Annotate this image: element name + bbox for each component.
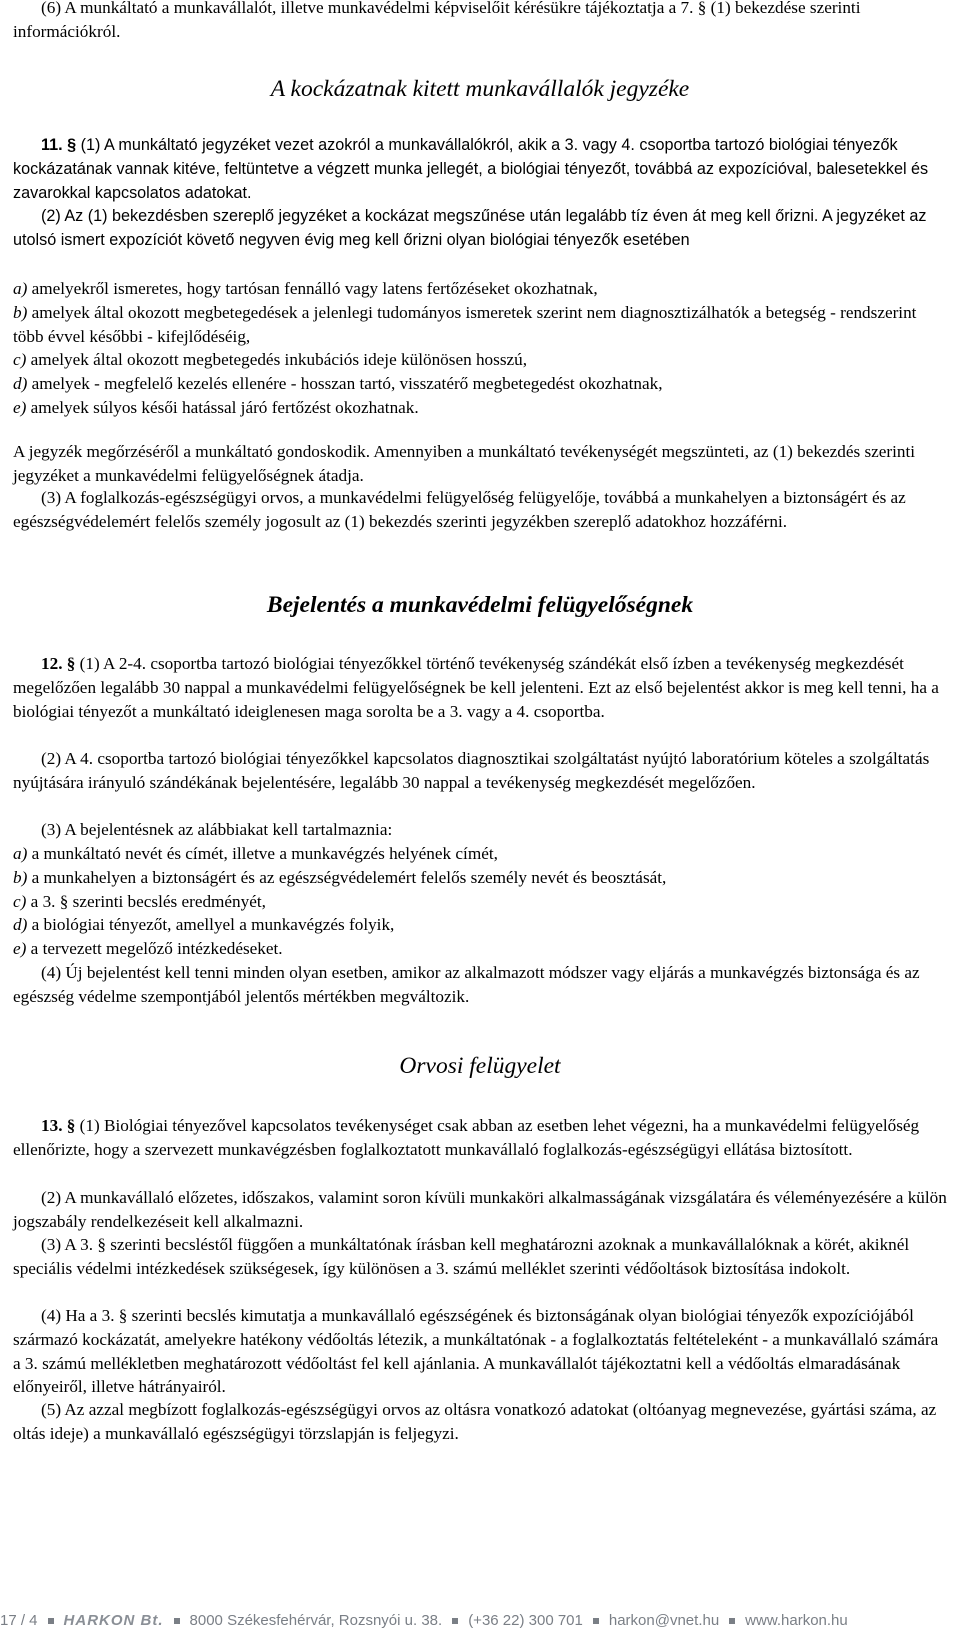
section-13-paragraph-1: 13. § (1) Biológiai tényezővel kapcsolatos tevékenységet csak abban az esetben lehet végezni, ha a munkavédelmi felügyelőség ellenőrizte, hogy a szervezett munkavégzésben foglalkoztatott munkavállaló foglalkozás-egészségügyi ellátása biztosított. [13, 1116, 920, 1159]
company-address: 8000 Székesfehérvár, Rozsnyói u. 38. [189, 1612, 443, 1630]
section-12-paragraph-1: 12. § (1) A 2-4. csoportba tartozó biológiai tényezőkkel történő tevékenység szándékát első ízben a tevékenység megkezdését megelőzően legalább 30 nappal a munkavédelmi felügyelőségnek be kell jelenteni. Ezt az első bejelentést akkor is meg kell tenni, ha a biológiai tényezőt a munkáltató ideiglenesen maga sorolta be a 3. vagy a 4. csoportba. [13, 654, 939, 721]
list-item: d) amelyek - megfelelő kezelés ellenére - hosszan tartó, visszatérő megbetegedést okozhatnak, [13, 374, 663, 394]
section-number: 11. § [41, 136, 77, 154]
section-11-paragraph-1: 11. § (1) A munkáltató jegyzéket vezet azokról a munkavállalókról, akik a 3. vagy 4. csoportba tartozó biológiai tényezők kockázatának vannak kitéve, feltüntetve a végzett munka jellegét, a biológiai tényezőt, továbbá az expozícióval, balesetekkel és zavarokkal kapcsolatos adatokat. [13, 136, 929, 202]
section-12-paragraph-4: (4) Új bejelentést kell tenni minden olyan esetben, amikor az alkalmazott módszer vagy eljárás a munkavégzés biztonsága és az egészség védelme szempontjából jelentős mértékben megváltozik. [13, 963, 920, 1006]
list-item: e) amelyek súlyos késői hatással járó fertőzést okozhatnak. [13, 397, 419, 417]
section-11-paragraph-2: (2) Az (1) bekezdésben szereplő jegyzéket a kockázat megszűnése után legalább tíz éven át meg kell őrizni. A jegyzéket az utolsó ismert expozíciót követő negyven évig meg kell őrizni olyan biológiai tényezők esetében [13, 207, 927, 249]
page-footer [0, 1610, 960, 1632]
section-11-list [13, 277, 949, 420]
company-website-link[interactable]: www.harkon.hu [745, 1612, 848, 1630]
separator-square-icon [452, 1618, 458, 1624]
section-13-paragraph-4: (4) Ha a 3. § szerinti becslés kimutatja a munkavállaló egészségének és biztonságának olyan biológiai tényezők expozíciójából származó kockázatát, amelyekre hatékony védőoltás létezik, a munkáltatónak - a foglalkoztatás feltételeként - a munkavállaló számára a 3. számú mellékletben meghatározott védőoltást fel kell ajánlania. A munkavállalót tájékoztatni kell a védőoltás elmaradásának előnyeiről, illetve hátrányairól. [13, 1306, 939, 1397]
section-number: 12. § [41, 654, 76, 673]
list-item: c) a 3. § szerinti becslés eredményét, [13, 891, 266, 911]
paragraph-6: (6) A munkáltató a munkavállalót, illetve munkavédelmi képviselőit kérésükre tájékoztatja a 7. § (1) bekezdése szerinti információkról. [13, 0, 861, 41]
heading-medical-supervision: Orvosi felügyelet [399, 1053, 561, 1079]
heading-risk-register: A kockázatnak kitett munkavállalók jegyzéke [270, 76, 690, 102]
list-item: b) amelyek által okozott megbetegedések a jelenlegi tudományos ismeretek szerint nem diagnosztizálhatók a betegség - rendszerint több évvel későbbi - kifejlődéséig, [13, 302, 917, 346]
section-12-paragraph-3: (3) A bejelentésnek az alábbiakat kell tartalmaznia: [41, 820, 393, 839]
company-phone: (+36 22) 300 701 [468, 1612, 583, 1630]
section-11-paragraph-3: (3) A foglalkozás-egészségügyi orvos, a munkavédelmi felügyelőség felügyelője, továbbá a munkahelyen a biztonságért és az egészségvédelemért felelős személy jogosult az (1) bekezdés szerinti jegyzékben szereplő adatokhoz hozzáférni. [13, 488, 906, 531]
section-11-custody-paragraph: A jegyzék megőrzéséről a munkáltató gondoskodik. Amennyiben a munkáltató tevékenységét megszünteti, az (1) bekezdés szerinti jegyzéket a munkavédelmi felügyelőségnek átadja. [13, 442, 916, 485]
company-email-link[interactable]: harkon@vnet.hu [608, 1612, 720, 1630]
separator-square-icon [593, 1618, 599, 1624]
section-13-paragraph-3: (3) A 3. § szerinti becsléstől függően a munkáltatónak írásban kell meghatározni azoknak a munkavállalóknak a körét, akiknél speciális védelmi intézkedések szükségesek, így különösen a 3. számú melléklet szerinti védőoltások biztosítása indokolt. [13, 1235, 910, 1278]
section-13-paragraph-5: (5) Az azzal megbízott foglalkozás-egészségügyi orvos az oltásra vonatkozó adatokat (oltóanyag megnevezése, gyártási száma, az oltás ideje) a munkavállaló egészségügyi törzslapján is feljegyzi. [13, 1400, 937, 1443]
heading-notification: Bejelentés a munkavédelmi felügyelőségnek [266, 592, 694, 618]
list-item: b) a munkahelyen a biztonságért és az egészségvédelemért felelős személy nevét és beosztását, [13, 867, 667, 887]
list-item: a) a munkáltató nevét és címét, illetve a munkavégzés helyének címét, [13, 844, 498, 863]
company-logo: HARKON Bt. [63, 1612, 164, 1630]
list-item: e) a tervezett megelőző intézkedéseket. [13, 939, 283, 959]
list-item: d) a biológiai tényezőt, amellyel a munkavégzés folyik, [13, 915, 395, 935]
section-12-list [13, 842, 949, 961]
list-item: a) amelyekről ismeretes, hogy tartósan fennálló vagy latens fertőzéseket okozhatnak, [13, 279, 598, 298]
section-13-paragraph-2: (2) A munkavállaló előzetes, időszakos, valamint soron kívüli munkaköri alkalmasságának vizsgálatára és véleményezésére a külön jogszabály rendelkezéseit kell alkalmazni. [13, 1188, 947, 1231]
separator-square-icon [48, 1618, 54, 1624]
separator-square-icon [729, 1618, 735, 1624]
page-number: 17 / 4 [0, 1612, 38, 1630]
list-item: c) amelyek által okozott megbetegedés inkubációs ideje különösen hosszú, [13, 350, 528, 370]
section-12-paragraph-2: (2) A 4. csoportba tartozó biológiai tényezőkkel kapcsolatos diagnosztikai szolgáltatást nyújtó laboratórium köteles a szolgáltatás nyújtására irányuló szándékának bejelentésére, legalább 30 nappal a tevékenység megkezdését megelőzően. [13, 749, 930, 792]
section-number: 13. § [41, 1116, 76, 1135]
separator-square-icon [174, 1618, 180, 1624]
